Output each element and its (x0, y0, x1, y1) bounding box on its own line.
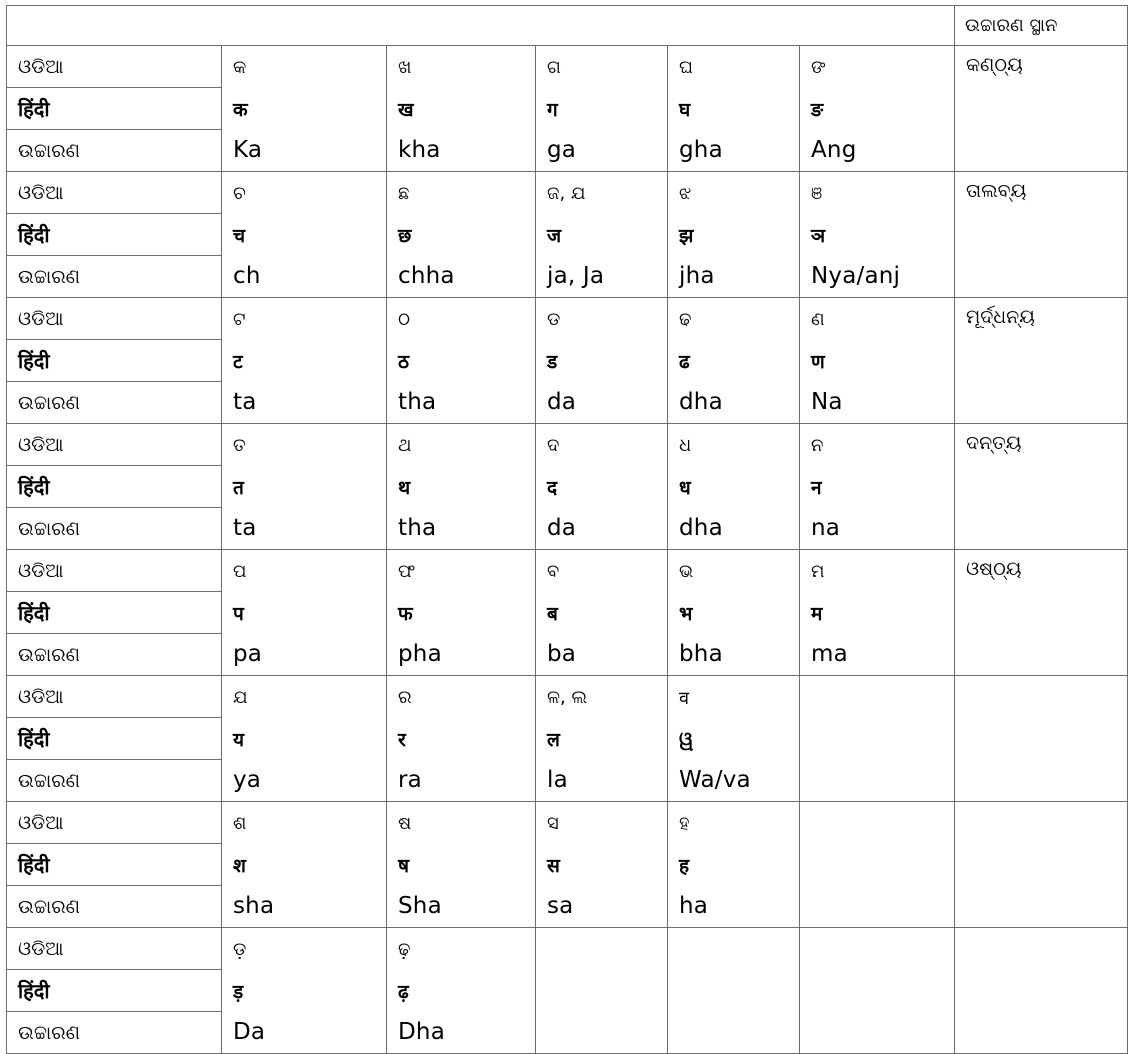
odia-letter: ଡ଼ (233, 939, 247, 960)
letter-cell (387, 46, 536, 172)
letter-cell (800, 928, 955, 1054)
letter-cell (222, 172, 387, 298)
latin-pronunciation: ma (811, 640, 848, 667)
hindi-letter: ୱ (679, 727, 694, 750)
odia-letter: ଡ (547, 309, 561, 330)
latin-pronunciation: Sha (398, 892, 442, 919)
latin-pronunciation: na (811, 514, 841, 541)
hindi-letter: ङ (811, 98, 824, 121)
odia-letter: ମ (811, 561, 825, 582)
letter-cell (387, 802, 536, 928)
row-label-odia: ଓଡିଆ (7, 298, 222, 340)
articulation-place: କଣ୍ଠ୍ୟ (955, 46, 1128, 172)
hindi-letter: य (233, 728, 245, 751)
row-label-odia: ଓଡିଆ (7, 802, 222, 844)
group-0-row-odia (7, 46, 1128, 88)
odia-letter: ର (398, 687, 412, 708)
hindi-letter: च (233, 224, 246, 247)
latin-pronunciation: Ka (233, 136, 263, 163)
hindi-letter: द (547, 476, 558, 499)
row-label-pron: ଉଚ୍ଚାରଣ (7, 1012, 222, 1054)
letter-cell (222, 676, 387, 802)
group-3-row-odia (7, 424, 1128, 466)
latin-pronunciation: Nya/anj (811, 262, 901, 289)
letter-cell (387, 676, 536, 802)
hindi-letter: र (398, 728, 406, 751)
hindi-letter: ढ़ (398, 980, 409, 1003)
letter-cell (668, 424, 800, 550)
group-1-row-odia (7, 172, 1128, 214)
letter-cell (668, 676, 800, 802)
hindi-letter: त (233, 476, 244, 499)
letter-cell (800, 802, 955, 928)
hindi-letter: ज (547, 224, 562, 247)
row-label-odia: ଓଡିଆ (7, 46, 222, 88)
hindi-letter: ट (233, 350, 243, 373)
row-label-pron: ଉଚ୍ଚାରଣ (7, 382, 222, 424)
latin-pronunciation: ta (233, 388, 257, 415)
odia-letter: ଢ (679, 309, 692, 330)
odia-letter: ହ (679, 813, 690, 834)
row-label-pron: ଉଚ୍ଚାରଣ (7, 256, 222, 298)
hindi-letter: भ (679, 602, 693, 625)
hindi-letter: प (233, 602, 244, 625)
articulation-place: ଓଷ୍ଠ୍ୟ (955, 550, 1128, 676)
articulation-place: ମୂର୍ଦ୍ଧନ୍ୟ (955, 298, 1128, 424)
latin-pronunciation: bha (679, 640, 723, 667)
header-row (7, 6, 1128, 46)
odia-letter: ଣ (811, 309, 825, 330)
odia-letter: ଜ, ଯ (547, 183, 586, 204)
row-label-hindi: हिंदी (7, 340, 222, 382)
latin-pronunciation: ta (233, 514, 257, 541)
letter-cell (222, 424, 387, 550)
row-label-hindi: हिंदी (7, 88, 222, 130)
header-blank-cell (7, 6, 955, 46)
hindi-letter: श (233, 854, 246, 877)
odia-letter: ଦ (547, 435, 560, 456)
letter-cell (222, 550, 387, 676)
latin-pronunciation: Na (811, 388, 843, 415)
row-label-pron: ଉଚ୍ଚାରଣ (7, 130, 222, 172)
articulation-place (955, 676, 1128, 802)
row-label-hindi: हिंदी (7, 592, 222, 634)
latin-pronunciation: sa (547, 892, 574, 919)
group-6-row-odia (7, 802, 1128, 844)
odia-letter: ଢ଼ (398, 939, 411, 960)
latin-pronunciation: dha (679, 388, 723, 415)
odia-letter: ଥ (398, 435, 412, 456)
row-label-odia: ଓଡିଆ (7, 550, 222, 592)
odia-letter: ଠ (398, 309, 411, 330)
letter-cell (536, 424, 668, 550)
latin-pronunciation: da (547, 388, 577, 415)
latin-pronunciation: pha (398, 640, 442, 667)
alphabet-table (6, 5, 1128, 1054)
latin-pronunciation: jha (679, 262, 715, 289)
odia-letter: ଟ (233, 309, 246, 330)
letter-cell (222, 46, 387, 172)
articulation-place (955, 928, 1128, 1054)
hindi-letter: स (547, 854, 560, 877)
latin-pronunciation: Dha (398, 1018, 445, 1045)
hindi-letter: छ (398, 224, 412, 247)
group-7-row-odia (7, 928, 1128, 970)
odia-letter: ଭ (679, 561, 694, 582)
hindi-letter: ञ (811, 224, 826, 247)
letter-cell (387, 928, 536, 1054)
hindi-letter: ग (547, 98, 558, 121)
letter-cell (800, 550, 955, 676)
latin-pronunciation: tha (398, 388, 437, 415)
letter-cell (536, 550, 668, 676)
letter-cell (536, 46, 668, 172)
hindi-letter: ष (398, 854, 409, 877)
hindi-letter: घ (679, 98, 691, 121)
odia-letter: ସ (547, 813, 559, 834)
letter-cell (668, 928, 800, 1054)
letter-cell (668, 550, 800, 676)
row-label-hindi: हिंदी (7, 214, 222, 256)
latin-pronunciation: gha (679, 136, 723, 163)
odia-letter: ବ (547, 561, 560, 582)
latin-pronunciation: tha (398, 514, 437, 541)
latin-pronunciation: Ang (811, 136, 857, 163)
odia-letter: ଘ (679, 57, 693, 78)
latin-pronunciation: la (547, 766, 568, 793)
letter-cell (800, 172, 955, 298)
hindi-letter: ठ (398, 350, 410, 373)
odia-letter: ଚ (233, 183, 246, 204)
hindi-letter: ड़ (233, 980, 244, 1003)
odia-letter: ପ (233, 561, 247, 582)
row-label-odia: ଓଡିଆ (7, 172, 222, 214)
odia-letter: ଯ (233, 687, 248, 708)
latin-pronunciation: ba (547, 640, 577, 667)
letter-cell (387, 424, 536, 550)
place-header: ଉଚ୍ଚାରଣ ସ୍ଥାନ (955, 6, 1128, 46)
letter-cell (668, 298, 800, 424)
hindi-letter: झ (679, 224, 694, 247)
latin-pronunciation: ch (233, 262, 261, 289)
letter-cell (800, 46, 955, 172)
hindi-letter: म (811, 602, 823, 625)
latin-pronunciation: chha (398, 262, 455, 289)
odia-letter: ଙ (811, 57, 826, 78)
odia-letter: ଳ, ଲ (547, 687, 588, 708)
odia-letter: ଝ (679, 183, 692, 204)
letter-cell (387, 550, 536, 676)
odia-letter: ଗ (547, 57, 561, 78)
letter-cell (536, 928, 668, 1054)
row-label-pron: ଉଚ୍ଚାରଣ (7, 760, 222, 802)
hindi-letter: फ (398, 602, 413, 625)
letter-cell (668, 802, 800, 928)
odia-letter: ନ (811, 435, 824, 456)
latin-pronunciation: ja, Ja (547, 262, 605, 289)
hindi-letter: थ (398, 476, 411, 499)
group-4-row-odia (7, 550, 1128, 592)
letter-cell (222, 928, 387, 1054)
letter-cell (800, 298, 955, 424)
hindi-letter: न (811, 476, 822, 499)
latin-pronunciation: ga (547, 136, 577, 163)
odia-letter: ଷ (398, 813, 412, 834)
latin-pronunciation: Da (233, 1018, 266, 1045)
letter-cell (800, 424, 955, 550)
hindi-letter: ण (811, 350, 825, 373)
hindi-letter: ध (679, 476, 691, 499)
odia-letter: ତ (233, 435, 246, 456)
letter-cell (668, 172, 800, 298)
odia-letter: ଛ (398, 183, 410, 204)
articulation-place: ତାଲବ୍ୟ (955, 172, 1128, 298)
letter-cell (387, 298, 536, 424)
odia-letter: ଫ (398, 561, 416, 582)
latin-pronunciation: dha (679, 514, 723, 541)
latin-pronunciation: kha (398, 136, 441, 163)
row-label-hindi: हिंदी (7, 970, 222, 1012)
letter-cell (668, 46, 800, 172)
hindi-letter: ख (398, 98, 414, 121)
row-label-pron: ଉଚ୍ଚାରଣ (7, 886, 222, 928)
letter-cell (222, 298, 387, 424)
hindi-letter: ल (547, 728, 560, 751)
articulation-place (955, 802, 1128, 928)
latin-pronunciation: pa (233, 640, 263, 667)
articulation-place: ଦନ୍ତ୍ୟ (955, 424, 1128, 550)
latin-pronunciation: ha (679, 892, 709, 919)
latin-pronunciation: ra (398, 766, 422, 793)
letter-cell (536, 298, 668, 424)
letter-cell (536, 676, 668, 802)
hindi-letter: ह (679, 854, 690, 877)
row-label-odia: ଓଡିଆ (7, 928, 222, 970)
row-label-odia: ଓଡିଆ (7, 676, 222, 718)
group-5-row-odia (7, 676, 1128, 718)
row-label-pron: ଉଚ୍ଚାରଣ (7, 508, 222, 550)
row-label-hindi: हिंदी (7, 718, 222, 760)
odia-letter: व (679, 687, 690, 709)
odia-letter: ଧ (679, 435, 692, 456)
hindi-letter: ढ (679, 350, 690, 373)
group-2-row-odia (7, 298, 1128, 340)
letter-cell (222, 802, 387, 928)
letter-cell (800, 676, 955, 802)
odia-letter: ଖ (398, 57, 412, 78)
odia-letter: ଶ (233, 813, 247, 834)
letter-cell (387, 172, 536, 298)
letter-cell (536, 172, 668, 298)
letter-cell (536, 802, 668, 928)
odia-letter: କ (233, 57, 247, 78)
odia-letter: ଞ (811, 183, 823, 204)
hindi-letter: क (233, 98, 248, 121)
latin-pronunciation: ya (233, 766, 262, 793)
latin-pronunciation: Wa/va (679, 766, 751, 793)
row-label-hindi: हिंदी (7, 844, 222, 886)
row-label-hindi: हिंदी (7, 466, 222, 508)
row-label-pron: ଉଚ୍ଚାରଣ (7, 634, 222, 676)
hindi-letter: ब (547, 602, 558, 625)
row-label-odia: ଓଡିଆ (7, 424, 222, 466)
latin-pronunciation: da (547, 514, 577, 541)
hindi-letter: ड (547, 350, 558, 373)
latin-pronunciation: sha (233, 892, 275, 919)
